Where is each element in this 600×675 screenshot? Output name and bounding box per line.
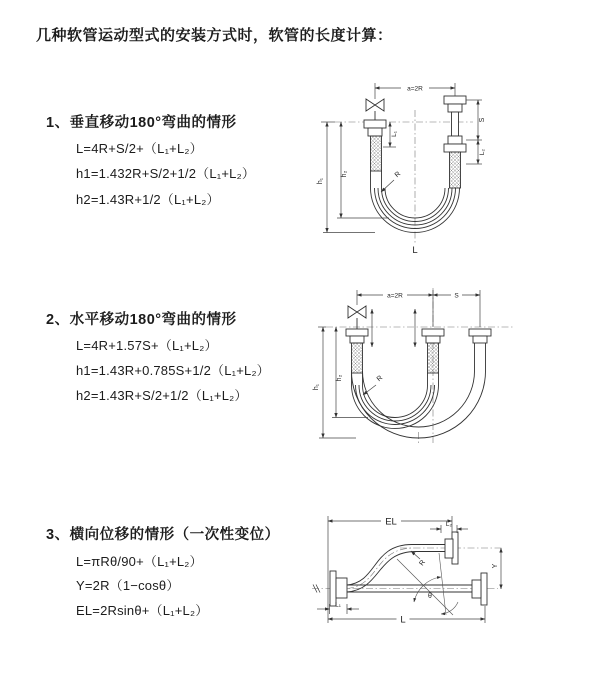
section-1-formula-h1: h1=1.432R+S/2+1/2（L₁+L₂）	[76, 166, 256, 181]
dimension-lines	[318, 290, 480, 438]
dim-label-l1: L₁	[391, 131, 398, 137]
dim-label-radius: R	[393, 170, 403, 180]
diagram-horizontal-180-bend	[310, 283, 600, 458]
page-title: 几种软管运动型式的安装方式时，软管的长度计算：	[36, 27, 393, 44]
section-1-heading: 1、垂直移动180°弯曲的情形	[46, 115, 237, 131]
dim-label-l1: L₁	[335, 601, 341, 609]
section-2-formula-h1: h1=1.43R+0.785S+1/2（L₁+L₂）	[76, 363, 270, 378]
dim-label-length: L	[412, 245, 418, 256]
hose-and-fittings	[313, 532, 487, 606]
section-2-formula-h2: h2=1.43R+S/2+1/2（L₁+L₂）	[76, 388, 248, 403]
section-1-formula-length: L=4R+S/2+（L₁+L₂）	[76, 141, 203, 156]
section-3-heading: 3、横向位移的情形（一次性变位）	[46, 527, 280, 543]
dim-label-a2r: a=2R	[407, 85, 423, 93]
dimension-lines	[317, 516, 501, 623]
valve-icon	[366, 99, 384, 111]
diagram-3-labels	[335, 516, 499, 626]
diagram-vertical-180-bend	[315, 76, 600, 261]
section-1-formula-h2: h2=1.43R+1/2（L₁+L₂）	[76, 192, 220, 207]
construction-lines	[397, 553, 458, 615]
dim-label-s: S	[454, 292, 459, 300]
dim-label-l2: L₂	[479, 148, 486, 156]
dim-label-radius: R	[375, 374, 385, 384]
dim-label-radius: R	[418, 559, 428, 568]
dim-label-s: S	[479, 117, 486, 123]
dim-label-a2r: a=2R	[387, 292, 403, 300]
dim-label-h2: h₂	[341, 170, 348, 178]
dim-label-h1: h₁	[317, 177, 324, 185]
dim-label-el: EL	[385, 516, 397, 528]
dim-label-h2: h₂	[336, 374, 343, 382]
section-2-formula-length: L=4R+1.57S+（L₁+L₂）	[76, 338, 218, 353]
section-3-formula-length: L=πRθ/90+（L₁+L₂）	[76, 554, 203, 569]
dim-label-l2: L₂	[445, 521, 453, 528]
hose-and-fittings	[346, 306, 491, 438]
valve-icon	[348, 306, 366, 318]
dim-label-theta: θ	[428, 593, 432, 600]
section-3-formula-el: EL=2Rsinθ+（L₁+L₂）	[76, 603, 209, 618]
section-3-formula-y: Y=2R（1−cosθ）	[76, 578, 180, 593]
dim-label-length: L	[400, 614, 406, 626]
dim-label-y: Y	[492, 563, 499, 569]
diagram-lateral-displacement	[300, 503, 600, 648]
section-2-heading: 2、水平移动180°弯曲的情形	[46, 312, 237, 328]
dim-label-h1: h₁	[313, 383, 320, 391]
